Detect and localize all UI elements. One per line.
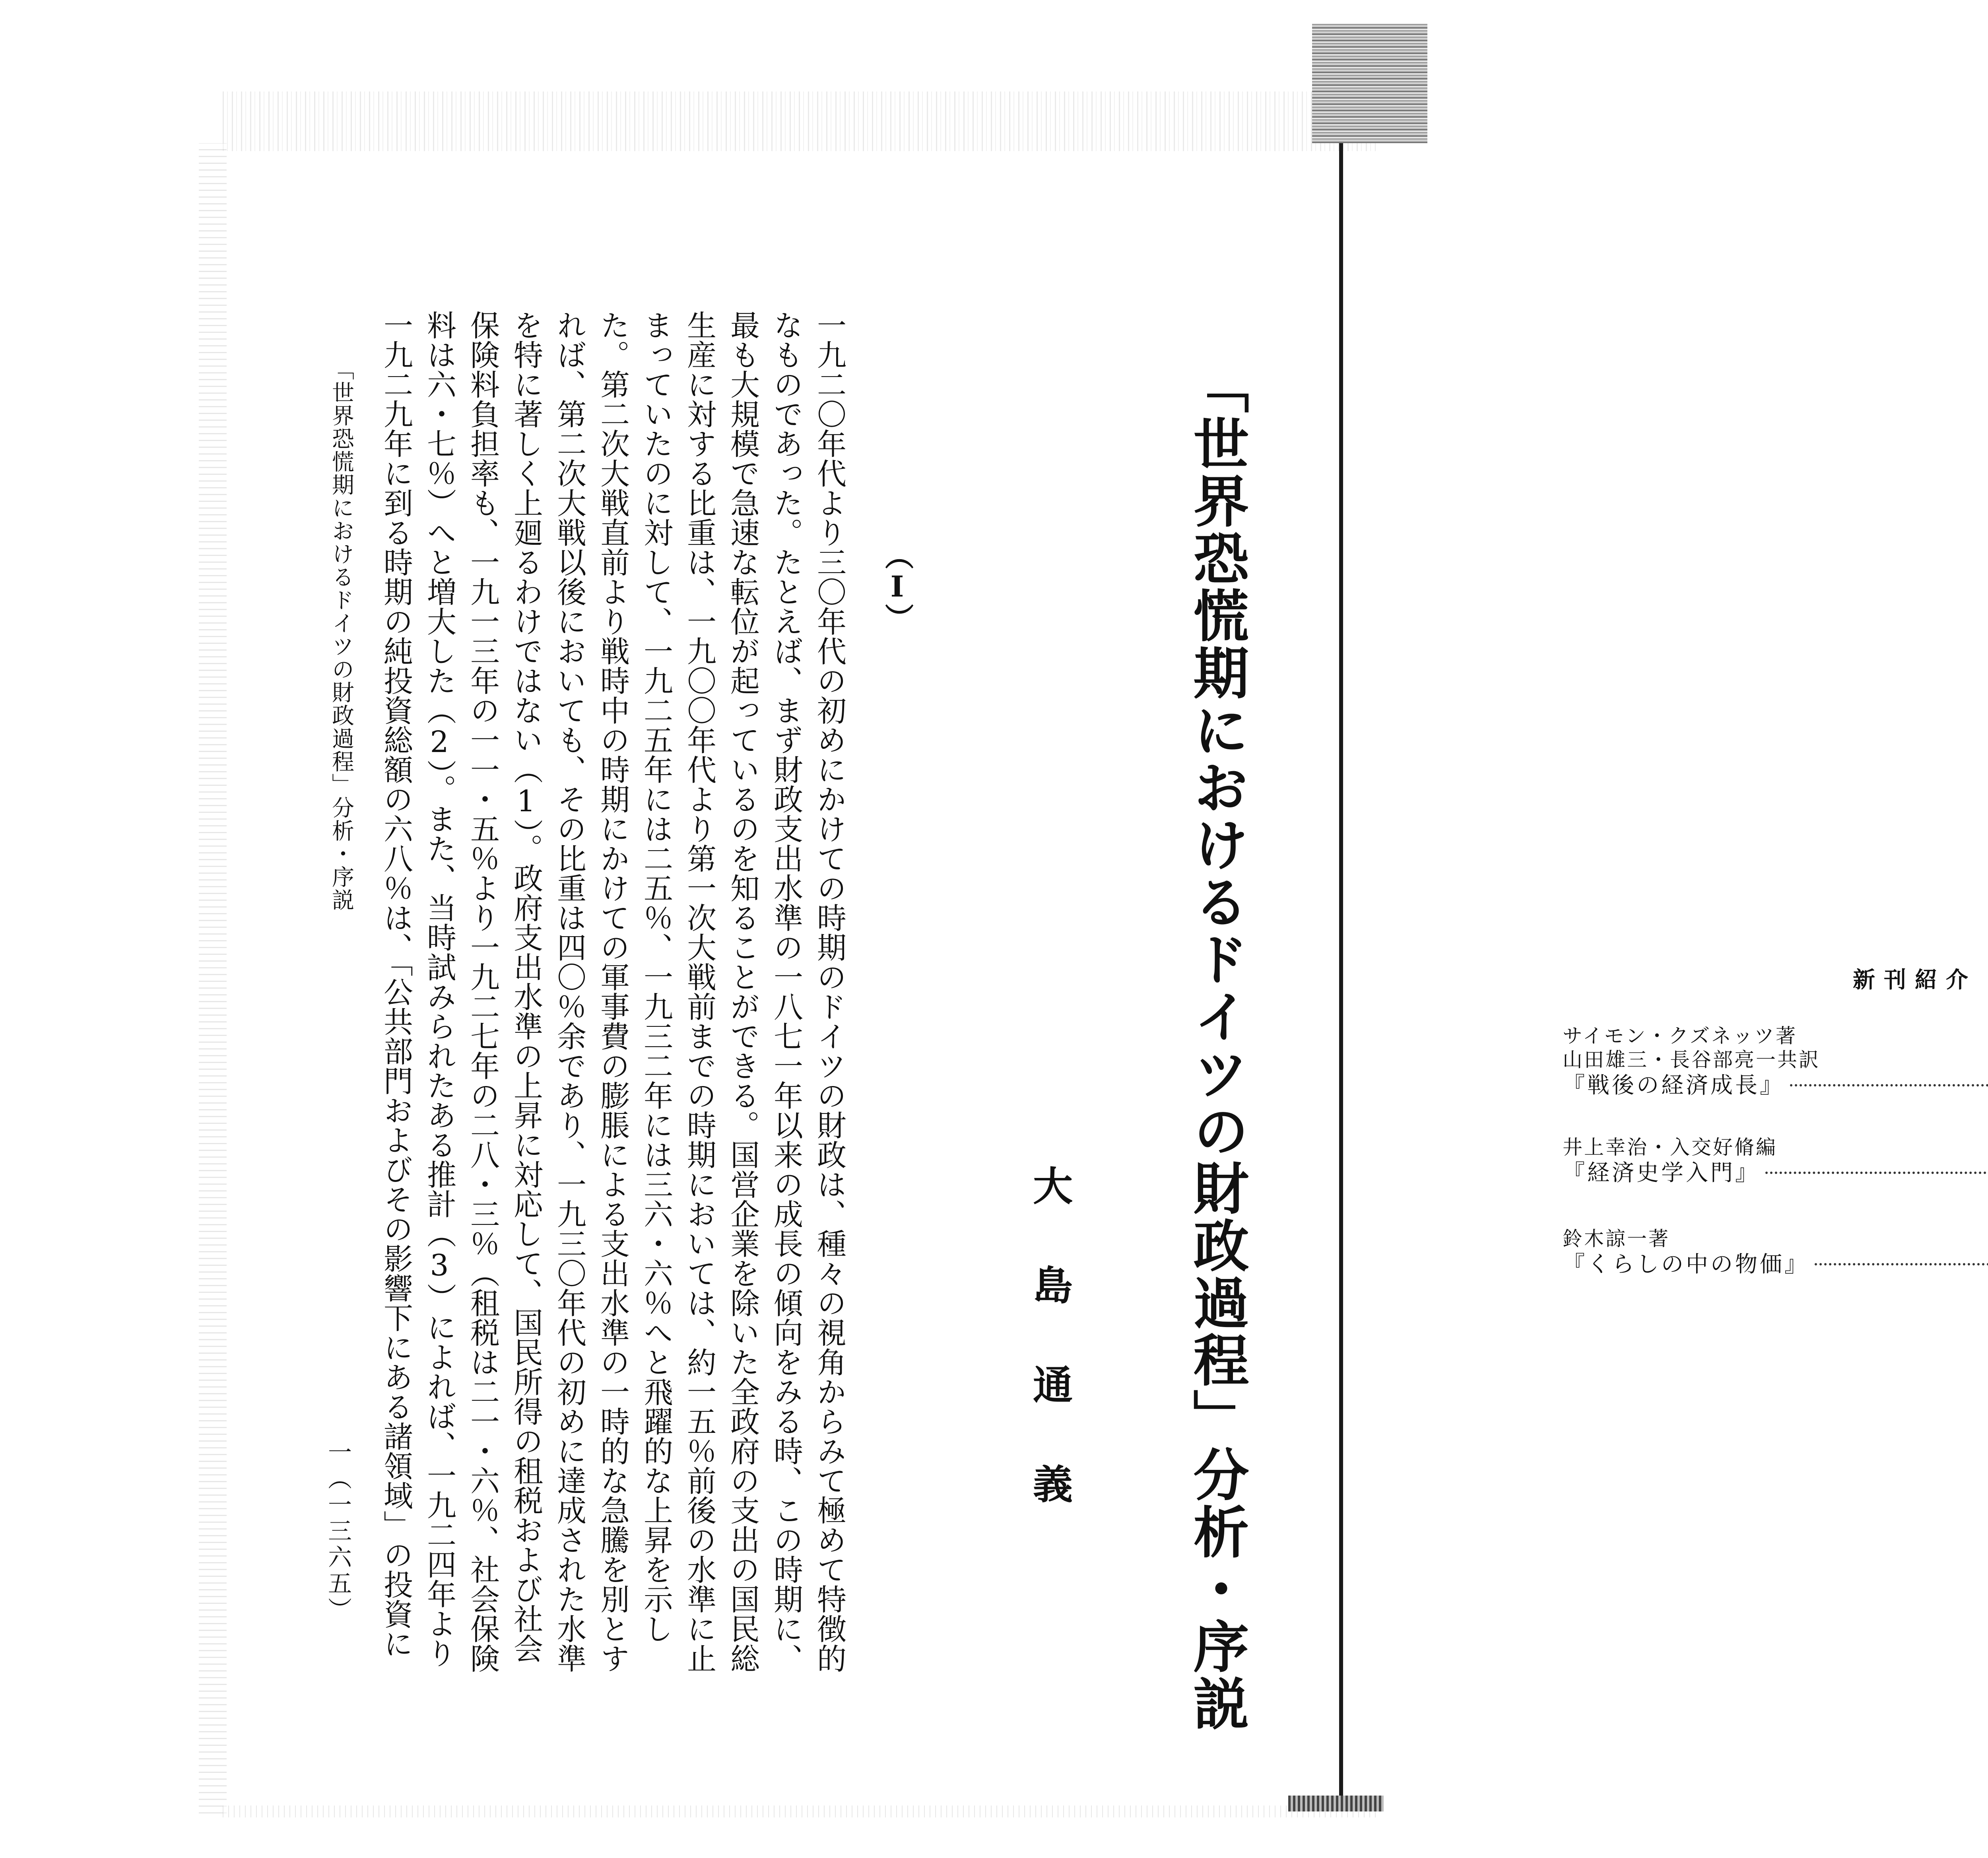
scan-noise-bottom xyxy=(223,1806,1376,1817)
article-author: 大島通義 xyxy=(1026,1165,1073,1563)
article-title: 「世界恐慌期におけるドイツの財政過程」分析・序説 xyxy=(1184,358,1249,1732)
toc-entry xyxy=(1563,1227,1988,1279)
toc-author: サイモン・クズネッツ著 xyxy=(1563,1024,1797,1048)
toc-author: 井上幸治・入交好脩編 xyxy=(1563,1136,1777,1159)
new-books-heading: 新刊紹介 xyxy=(1853,967,1977,993)
toc-author: 鈴木諒一著 xyxy=(1563,1227,1670,1250)
binding-strip xyxy=(1312,24,1427,143)
gutter-line xyxy=(1339,143,1343,1806)
toc-book-title: 『くらしの中の物価』 xyxy=(1563,1252,1809,1277)
section-heading: （Ⅰ） xyxy=(880,541,914,632)
toc-book-title: 『戦後の経済成長』 xyxy=(1563,1073,1784,1098)
toc-book-title: 『経済史学入門』 xyxy=(1563,1160,1760,1186)
toc-line xyxy=(1563,1159,1988,1187)
toc-leader-dots xyxy=(1815,1263,1988,1265)
running-head: 「世界恐慌期におけるドイツの財政過程」分析・序説 xyxy=(328,358,354,912)
toc-entry xyxy=(1563,1024,1988,1100)
toc-translator: 山田雄三・長谷部亮一共訳 xyxy=(1563,1048,1820,1071)
toc-leader-dots xyxy=(1790,1084,1988,1086)
page-number: 一（一三六五） xyxy=(324,1440,352,1623)
scan-noise-left xyxy=(199,143,227,1813)
toc-leader-dots xyxy=(1765,1172,1988,1174)
toc-entry xyxy=(1563,1135,1988,1187)
toc-line xyxy=(1563,1072,1988,1100)
gutter-mark xyxy=(1288,1796,1384,1811)
toc-line xyxy=(1563,1251,1988,1279)
article-body: 一九二〇年代より三〇年代の初めにかけての時期のドイツの財政は、種々の視角からみて極めて特徴的なものであった。たとえば、まず財政支出水準の一八七一年以来の成長の傾向をみる時、この時期に、最も大規模で急速な転位が起っているのを知ることができる。国営企業を除いた全政府の支出の国民総生産に対する比重は、一九〇〇年代より第一次大戦前までの時期においては、約一五％前後の水準に止まっていたのに対して、一九二五年には二五％、一九三二年には三六・六％へと飛躍的な上昇を示した。第二次大戦直前より戦時中の時期にかけての軍事費の膨脹による支出水準の一時的な急騰を別とすれば、第二次大戦以後においても、その比重は四〇％余であり、一九三〇年代の初めに達成された水準を特に著しく上廻るわけではない（1）。政府支出水準の上昇に対応して、国民所得の租税および社会保険料負担率も、一九一三年の一一・五％より一九二七年の二八・三％（租税は二一・六％、社会保険料は六・七％）へと増大した（2）。また、当時試みられたある推計（3）によれば、一九二四年より一九二九年に到る時期の純投資総額の六八％は、「公共部門およびその影響下にある諸領域」の投資に xyxy=(379,310,846,1673)
scan-noise-top xyxy=(223,91,1376,151)
